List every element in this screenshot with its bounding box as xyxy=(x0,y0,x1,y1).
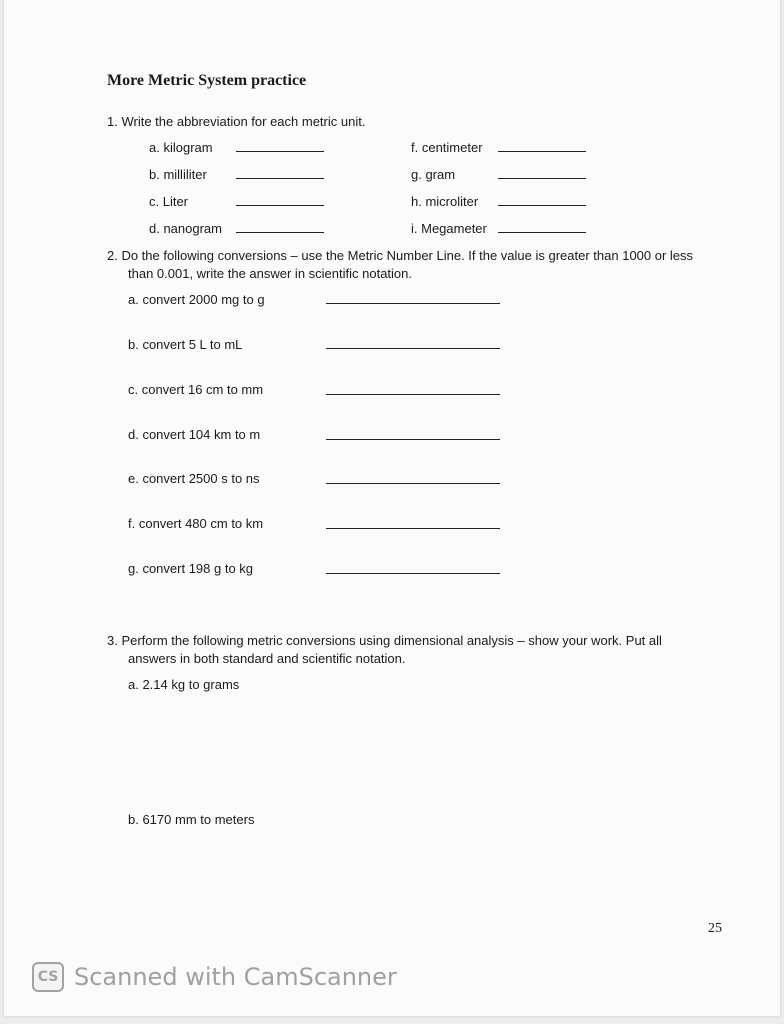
page-number: 25 xyxy=(708,921,722,936)
q2-item-f: f. convert 480 cm to km xyxy=(128,516,264,531)
q2-answer-blank-e[interactable] xyxy=(326,483,500,484)
q1-answer-blank-h[interactable] xyxy=(498,205,586,206)
q1-answer-blank-b[interactable] xyxy=(236,178,324,179)
q1-item-c: c. Liter xyxy=(149,194,189,209)
q1-answer-blank-i[interactable] xyxy=(498,232,586,233)
q1-answer-blank-a[interactable] xyxy=(236,151,324,152)
camscanner-logo-icon: CS xyxy=(32,962,64,992)
q2-item-e: e. convert 2500 s to ns xyxy=(128,471,260,486)
q2-answer-blank-a[interactable] xyxy=(326,303,500,304)
q1-item-h: h. microliter xyxy=(411,194,479,209)
watermark-text: Scanned with CamScanner xyxy=(74,963,397,991)
q1-item-d: d. nanogram xyxy=(149,221,222,236)
q2-answer-blank-d[interactable] xyxy=(326,439,500,440)
q1-item-a: a. kilogram xyxy=(149,140,213,155)
q2-item-a: a. convert 2000 mg to g xyxy=(128,292,265,307)
q1-answer-blank-d[interactable] xyxy=(236,232,324,233)
q1-item-i: i. Megameter xyxy=(411,221,487,236)
q2-item-c: c. convert 16 cm to mm xyxy=(128,382,264,397)
worksheet-title: More Metric System practice xyxy=(107,72,307,89)
q2-item-d: d. convert 104 km to m xyxy=(128,427,261,442)
q1-item-b: b. milliliter xyxy=(149,167,207,182)
q3-prompt-line2: answers in both standard and scientific notation. xyxy=(128,651,406,666)
q1-item-f: f. centimeter xyxy=(411,140,483,155)
worksheet-page xyxy=(4,0,780,1016)
q2-answer-blank-c[interactable] xyxy=(326,394,500,395)
q2-prompt-line1: 2. Do the following conversions – use the Metric Number Line. If the value is greater than 1000 or less xyxy=(107,248,694,263)
q2-item-g: g. convert 198 g to kg xyxy=(128,561,254,576)
q1-prompt: 1. Write the abbreviation for each metric unit. xyxy=(107,114,366,129)
camscanner-watermark xyxy=(32,962,397,992)
q2-answer-blank-g[interactable] xyxy=(326,573,500,574)
q1-answer-blank-g[interactable] xyxy=(498,178,586,179)
q1-answer-blank-c[interactable] xyxy=(236,205,324,206)
q2-item-b: b. convert 5 L to mL xyxy=(128,337,243,352)
q2-prompt-line2: than 0.001, write the answer in scientific notation. xyxy=(128,266,412,281)
q3-prompt-line1: 3. Perform the following metric conversions using dimensional analysis – show your work. Put all xyxy=(107,633,662,648)
q3-item-a: a. 2.14 kg to grams xyxy=(128,677,240,692)
q3-item-b: b. 6170 mm to meters xyxy=(128,812,255,827)
q1-item-g: g. gram xyxy=(411,167,456,182)
q1-answer-blank-f[interactable] xyxy=(498,151,586,152)
q2-answer-blank-b[interactable] xyxy=(326,348,500,349)
q2-answer-blank-f[interactable] xyxy=(326,528,500,529)
